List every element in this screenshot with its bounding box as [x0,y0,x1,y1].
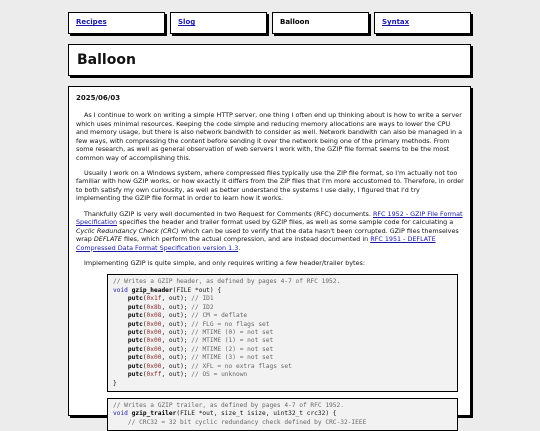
nav-tab-syntax[interactable] [374,12,471,34]
code-block-gzip-header [107,274,458,391]
emphasis-deflate: DEFLATE [93,235,122,244]
code-keyword: void [113,410,128,418]
code-call: putc [127,312,143,320]
code-signature: (FILE *out, size_t isize, uint32_t crc32) { [176,410,337,418]
code-call: putc [127,371,143,379]
code-comment: // MTIME (2) = not set [191,345,274,353]
code-call: putc [127,295,143,303]
text-span: Thankfully GZIP is very well documented in two Request for Comments (RFC) documents. [84,209,373,218]
paragraph-4: Implementing GZIP is quite simple, and only requires writing a few header/trailer bytes: [84,259,365,268]
paragraph-2: Usually I work on a Windows system, where compressed files typically use the ZIP file format, so I'm actually not too familiar with how GZIP works, or how exactly it differs from the ZIP files that I'm more accustomed to. Therefore, in order to both satisfy my own curiousity, as well as better understand the systems I use daily, I figured that I'd try implementing the GZIP file format in order to learn how it works. [76,168,464,203]
nav-label-balloon: Balloon [280,18,310,27]
code-line: putc(0x00, out); // FLG = no flags set [127,320,270,328]
code-call: putc [127,337,143,345]
code-signature: (FILE *out) { [172,286,222,294]
code-call: putc [127,303,143,311]
code-byte-value: 0x00 [146,362,162,370]
code-call: putc [127,320,143,328]
code-comment: // XFL = no extra flags set [191,362,292,370]
code-comment: // Writes a GZIP header, as defined by pages 4-7 of RFC 1952. [113,278,341,286]
emphasis-crc: Cyclic Redundancy Check (CRC) [76,226,179,235]
text-span: which can be used to verify that the data hasn't been corrupted. GZIP files themselves wrap [76,226,459,244]
nav-tab-slog[interactable] [170,12,267,34]
code-comment: // MTIME (0) = not set [191,329,274,337]
code-call: putc [127,345,143,353]
nav-link-syntax[interactable]: Syntax [382,18,410,27]
code-comment: // FLG = no flags set [191,320,270,328]
code-line: putc(0x1f, out); // ID1 [127,295,214,303]
code-block-gzip-trailer [107,398,458,431]
nav-link-slog[interactable]: Slog [178,18,196,27]
text-span: specifies the header and trailer format used by GZIP files, as well as some sample code for calculating a [117,218,454,227]
post-date: 2025/06/03 [76,94,121,102]
code-byte-value: 0xff [146,371,162,379]
code-byte-value: 0x00 [146,337,162,345]
code-line: putc(0x00, out); // MTIME (3) = not set [127,354,274,362]
code-line: putc(0x8b, out); // ID2 [127,303,214,311]
rfc1951-link[interactable]: RFC 1951 - DEFLATE Compressed Data Format Specification version 1.3 [76,235,436,252]
code-call: putc [127,354,143,362]
code-comment: // MTIME (3) = not set [191,354,274,362]
code-byte-value: 0x00 [146,354,162,362]
code-comment: // ID2 [191,303,214,311]
nav-tab-balloon [272,12,369,34]
nav-link-recipes[interactable]: Recipes [76,18,107,27]
code-comment: // OS = unknown [191,371,248,379]
paragraph-1: As I continue to work on writing a simple HTTP server, one thing I often end up thinking about is how to write a server which uses minimal resources. Keeping the code simple and reducing memory allocations are ways to lower the CPU and memory usage, but there is also network bandwith to consider as well. Network bandwith can also be managed in a few ways, with compressing the content before sending it over the network being one of the primary methods. From some research, as well as general observation of web servers I work with, the GZIP file format seems to be the most common way of accomplishing this. [76,111,463,162]
code-function-name: gzip_header [131,286,173,294]
code-byte-value: 0x00 [146,329,162,337]
paragraph-3 [76,210,464,252]
post-content [68,86,471,426]
code-line: putc(0x00, out); // MTIME (1) = not set [127,337,274,345]
code-comment: // CRC32 = 32 bit cyclic redundancy check defined by CRC-32-IEEE [127,418,367,426]
code-byte-value: 0x00 [146,320,162,328]
top-nav [68,12,471,34]
code-line: putc(0x00, out); // MTIME (0) = not set [127,329,274,337]
code-comment: // MTIME (1) = not set [191,337,274,345]
page-title-box [68,44,471,76]
code-comment: // Writes a GZIP trailer, as defined by pages 4-7 of RFC 1952. [113,401,344,409]
code-line: putc(0x00, out); // MTIME (2) = not set [127,345,274,353]
code-body [113,295,292,378]
nav-tab-recipes[interactable] [68,12,165,34]
code-function-name: gzip_trailer [131,410,177,418]
code-call: putc [127,362,143,370]
code-close: } [113,379,117,387]
code-byte-value: 0x1f [146,295,162,303]
code-comment: // ID1 [191,295,214,303]
text-span: files, which perform the actual compression, and are instead documented in [121,235,371,244]
code-line: putc(0x08, out); // CM = deflate [127,312,248,320]
code-byte-value: 0x8b [146,303,162,311]
code-keyword: void [113,286,128,294]
code-byte-value: 0x08 [146,312,162,320]
code-line: putc(0xff, out); // OS = unknown [127,371,248,379]
code-byte-value: 0x00 [146,345,162,353]
code-comment: // CM = deflate [191,312,248,320]
rfc1952-link[interactable]: RFC 1952 - GZIP File Format Specification [76,209,463,227]
page-title: Balloon [77,51,136,68]
code-call: putc [127,329,143,337]
text-span: . [238,243,241,252]
code-line: putc(0x00, out); // XFL = no extra flags set [127,362,292,370]
